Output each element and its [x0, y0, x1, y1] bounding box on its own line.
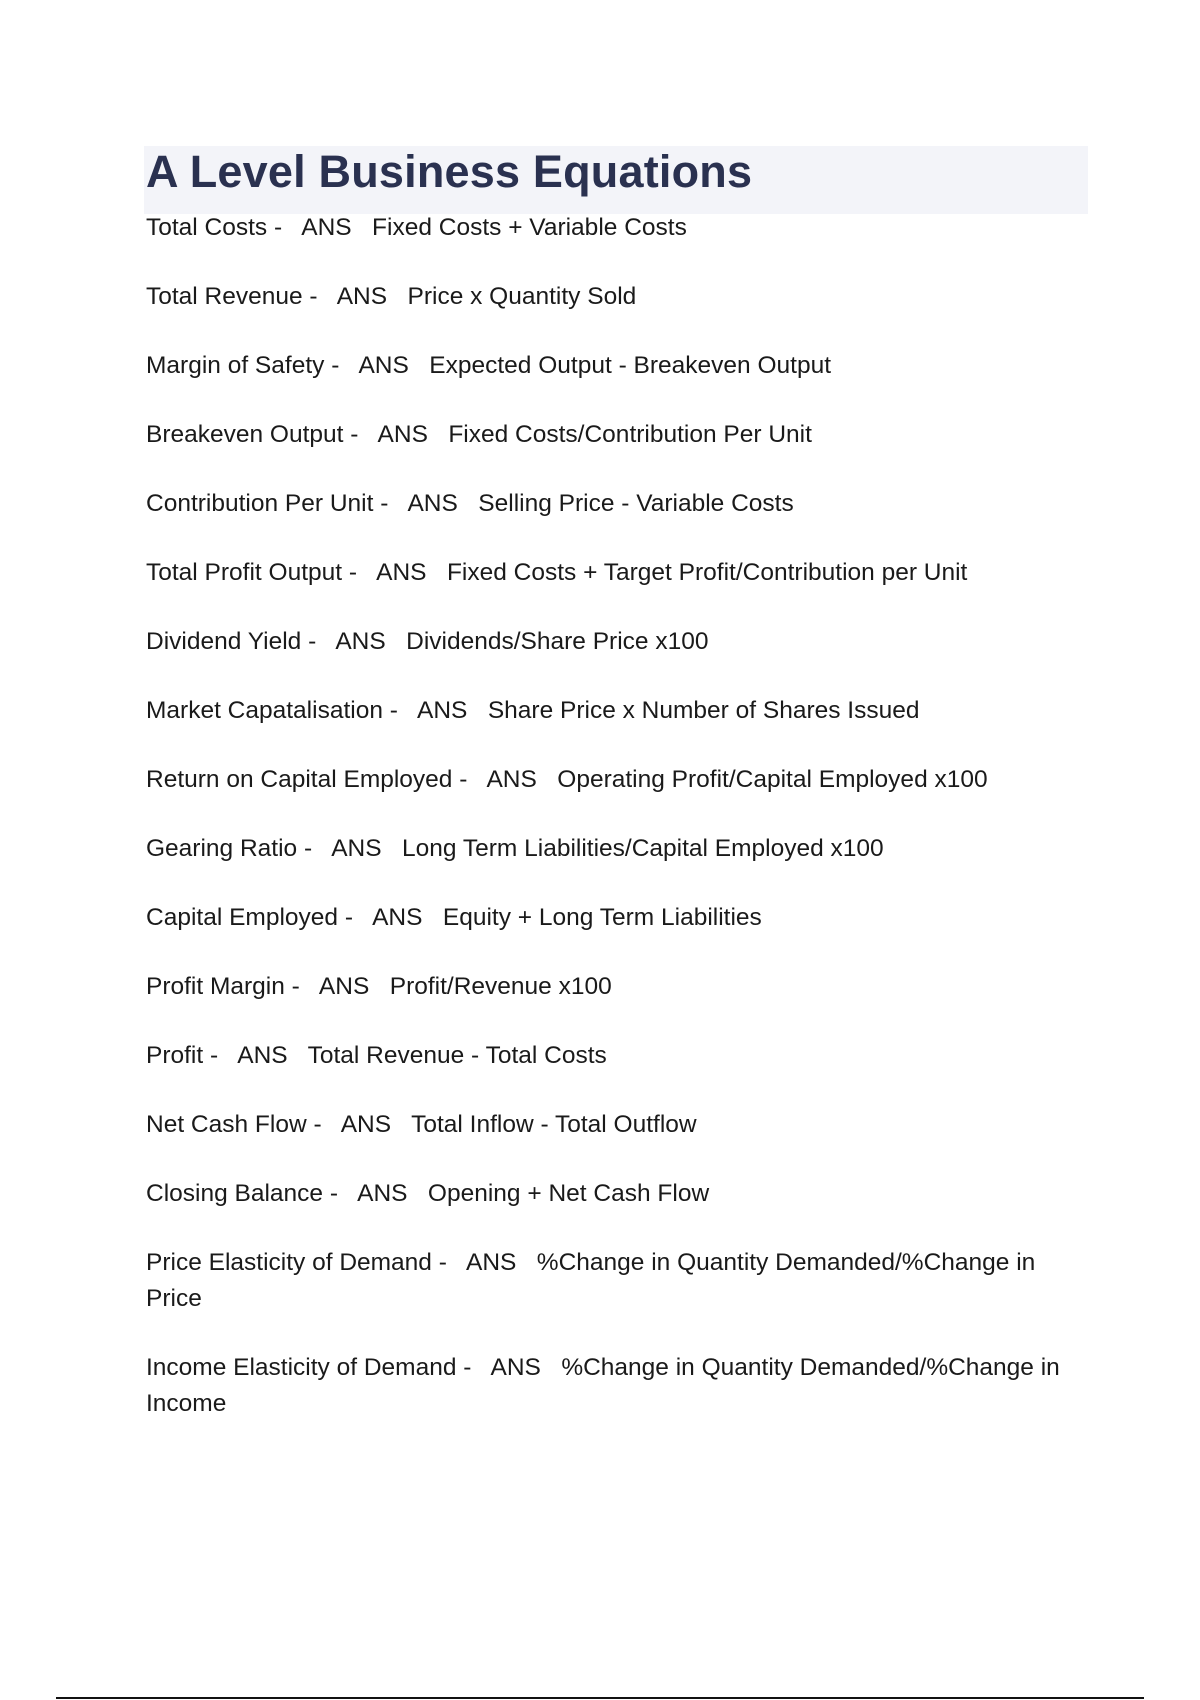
- term-text: Price Elasticity of Demand -: [146, 1249, 447, 1276]
- footer-divider: [56, 1697, 1144, 1699]
- answer-text: %Change in Quantity Demanded/%Change in Income: [146, 1354, 1060, 1417]
- list-item: [146, 555, 1086, 591]
- answer-marker: ANS: [465, 1249, 517, 1276]
- answer-text: Expected Output - Breakeven Output: [429, 352, 832, 379]
- list-item: [146, 831, 1086, 867]
- term-text: Gearing Ratio -: [146, 835, 313, 862]
- answer-marker: ANS: [357, 1180, 408, 1207]
- term-text: Profit Margin -: [146, 973, 300, 1000]
- answer-text: Selling Price - Variable Costs: [478, 490, 794, 517]
- answer-text: Fixed Costs/Contribution Per Unit: [448, 421, 812, 448]
- answer-marker: ANS: [340, 1111, 392, 1138]
- list-item: [146, 279, 1086, 315]
- list-item: [146, 762, 1086, 798]
- list-item: [146, 348, 1086, 384]
- answer-marker: ANS: [417, 697, 468, 724]
- term-text: Total Revenue -: [146, 283, 318, 310]
- term-text: Closing Balance -: [146, 1180, 339, 1207]
- term-text: Margin of Safety -: [146, 352, 340, 379]
- page-title: A Level Business Equations: [146, 146, 753, 197]
- answer-text: Total Revenue - Total Costs: [307, 1042, 607, 1069]
- answer-text: Profit/Revenue x100: [389, 973, 612, 1000]
- answer-marker: ANS: [331, 835, 382, 862]
- answer-text: Long Term Liabilities/Capital Employed x100: [402, 835, 884, 862]
- answer-text: Price x Quantity Sold: [407, 283, 637, 310]
- answer-text: Total Inflow - Total Outflow: [411, 1111, 697, 1138]
- answer-text: Operating Profit/Capital Employed x100: [557, 766, 988, 793]
- term-text: Dividend Yield -: [146, 628, 317, 655]
- answer-marker: ANS: [301, 214, 352, 241]
- answer-marker: ANS: [377, 421, 428, 448]
- term-text: Income Elasticity of Demand -: [146, 1354, 472, 1381]
- list-item: [146, 1245, 1086, 1317]
- list-item: [146, 486, 1086, 522]
- list-item: [146, 624, 1086, 660]
- term-text: Breakeven Output -: [146, 421, 359, 448]
- answer-text: Fixed Costs + Target Profit/Contribution per Unit: [446, 559, 968, 586]
- answer-marker: ANS: [318, 973, 370, 1000]
- answer-marker: ANS: [407, 490, 458, 517]
- answer-text: %Change in Quantity Demanded/%Change in Price: [146, 1249, 1036, 1312]
- list-item: [146, 1038, 1086, 1074]
- equation-list: [146, 210, 1086, 1455]
- answer-marker: ANS: [376, 559, 427, 586]
- answer-text: Share Price x Number of Shares Issued: [487, 697, 920, 724]
- answer-text: Opening + Net Cash Flow: [427, 1180, 710, 1207]
- list-item: [146, 210, 1086, 246]
- list-item: [146, 900, 1086, 936]
- list-item: [146, 1350, 1086, 1422]
- term-text: Net Cash Flow -: [146, 1111, 322, 1138]
- list-item: [146, 693, 1086, 729]
- list-item: [146, 417, 1086, 453]
- answer-marker: ANS: [237, 1042, 288, 1069]
- term-text: Market Capatalisation -: [146, 697, 398, 724]
- term-text: Return on Capital Employed -: [146, 766, 468, 793]
- term-text: Capital Employed -: [146, 904, 353, 931]
- term-text: Profit -: [146, 1042, 219, 1069]
- list-item: [146, 1107, 1086, 1143]
- term-text: Total Profit Output -: [146, 559, 358, 586]
- term-text: Total Costs -: [146, 214, 283, 241]
- list-item: [146, 969, 1086, 1005]
- list-item: [146, 1176, 1086, 1212]
- answer-marker: ANS: [335, 628, 386, 655]
- term-text: Contribution Per Unit -: [146, 490, 389, 517]
- answer-marker: ANS: [486, 766, 537, 793]
- answer-marker: ANS: [490, 1354, 541, 1381]
- answer-marker: ANS: [358, 352, 409, 379]
- answer-text: Dividends/Share Price x100: [406, 628, 709, 655]
- answer-marker: ANS: [336, 283, 388, 310]
- answer-text: Equity + Long Term Liabilities: [442, 904, 762, 931]
- answer-text: Fixed Costs + Variable Costs: [372, 214, 687, 241]
- answer-marker: ANS: [372, 904, 423, 931]
